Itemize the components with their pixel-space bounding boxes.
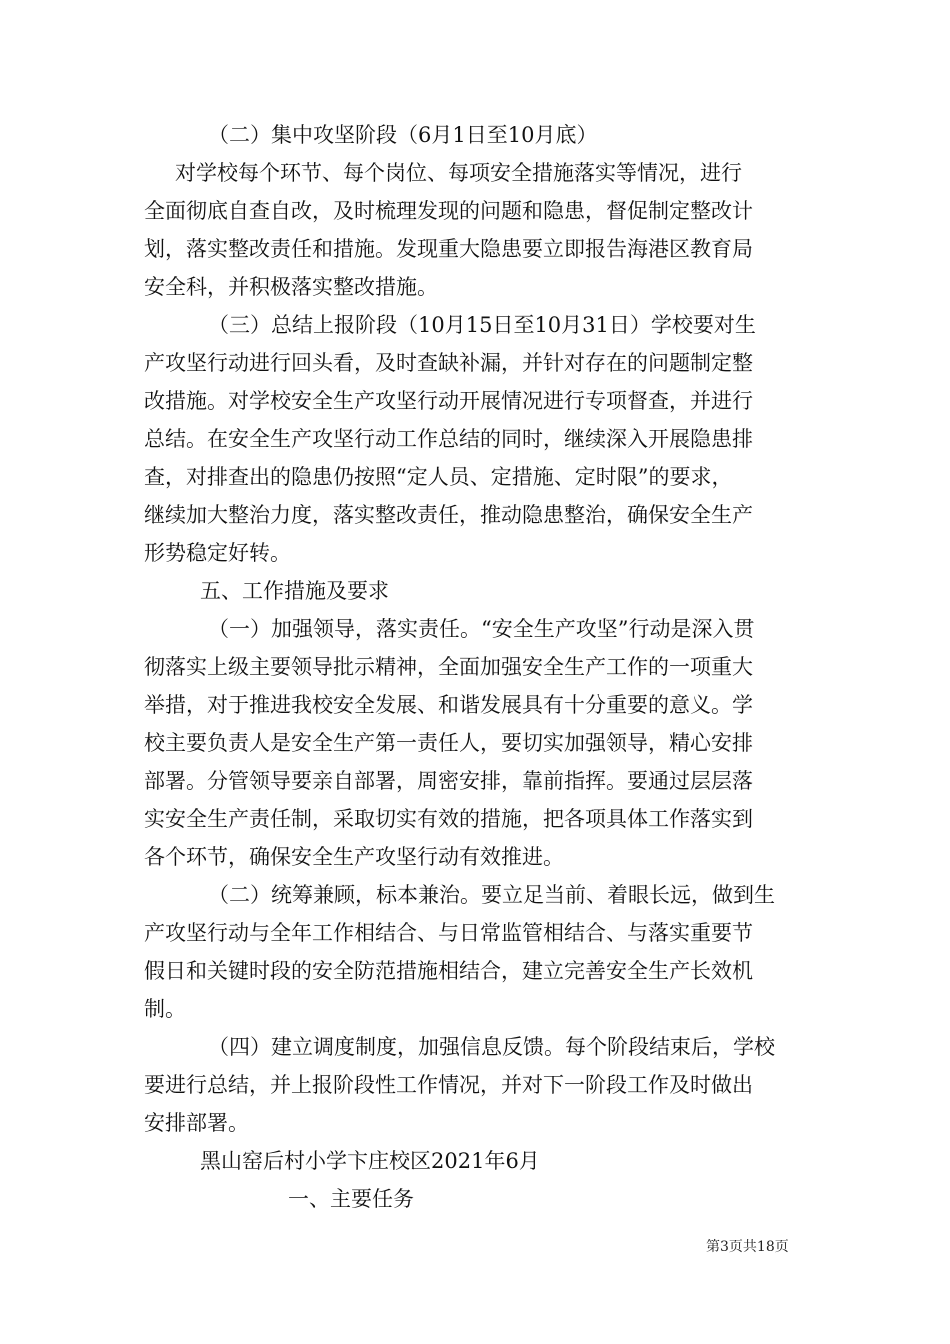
text-line [0,687,950,723]
paragraph-line: 查，对排查出的隐患仍按照“定人员、定措施、定时限”的要求， [144,465,733,489]
paragraph-line: （四）建立调度制度，加强信息反馈。每个阶段结束后，学校 [208,1035,775,1059]
text-line [0,839,950,875]
paragraph-line: 制。 [144,997,186,1021]
text-line [0,1029,950,1065]
text-line [0,193,950,229]
signature-line: 黑山窑后村小学卞庄校区2021年6月 [200,1149,540,1173]
text-line [0,117,950,153]
text-line [0,763,950,799]
paragraph-line: 举措，对于推进我校安全发展、和谐发展具有十分重要的意义。学 [144,693,753,717]
page-footer [0,1235,950,1259]
paragraph-line: 要进行总结，并上报阶段性工作情况，并对下一阶段工作及时做出 [144,1073,753,1097]
paragraph-line: （一）加强领导，落实责任。“安全生产攻坚”行动是深入贯 [208,617,755,641]
text-line [0,915,950,951]
section-heading: 一、主要任务 [288,1187,414,1211]
paragraph-line: 对学校每个环节、每个岗位、每项安全措施落实等情况，进行 [175,161,742,185]
text-line [0,535,950,571]
text-line [0,953,950,989]
paragraph-line: 安排部署。 [144,1111,249,1135]
paragraph-line: 产攻坚行动与全年工作相结合、与日常监管相结合、与落实重要节 [144,921,753,945]
text-line [0,1181,950,1217]
text-line [0,877,950,913]
paragraph-line: 总结。在安全生产攻坚行动工作总结的同时，继续深入开展隐患排 [144,427,753,451]
text-line [0,345,950,381]
paragraph-line: 继续加大整治力度，落实整改责任，推动隐患整治，确保安全生产 [144,503,753,527]
paragraph-line: 形势稳定好转。 [144,541,291,565]
text-line [0,611,950,647]
text-line [0,231,950,267]
text-line [0,421,950,457]
text-line [0,1067,950,1103]
paragraph-line: 产攻坚行动进行回头看，及时查缺补漏，并针对存在的问题制定整 [144,351,753,375]
heading-stage-three: （三）总结上报阶段（10月15日至10月31日）学校要对生 [208,313,756,337]
paragraph-line: 校主要负责人是安全生产第一责任人，要切实加强领导，精心安排 [144,731,753,755]
text-line [0,573,950,609]
paragraph-line: （二）统筹兼顾，标本兼治。要立足当前、着眼长远，做到生 [208,883,775,907]
section-heading: 五、工作措施及要求 [200,579,389,603]
page-number: 第3页共18页 [706,1239,789,1255]
text-line [0,383,950,419]
paragraph-line: 各个环节，确保安全生产攻坚行动有效推进。 [144,845,564,869]
heading-stage-two: （二）集中攻坚阶段（6月1日至10月底） [208,123,598,147]
paragraph-line: 彻落实上级主要领导批示精神，全面加强安全生产工作的一项重大 [144,655,753,679]
text-line [0,307,950,343]
paragraph-line: 改措施。对学校安全生产攻坚行动开展情况进行专项督查，并进行 [144,389,753,413]
text-line [0,459,950,495]
text-line [0,1143,950,1179]
paragraph-line: 假日和关键时段的安全防范措施相结合，建立完善安全生产长效机 [144,959,753,983]
paragraph-line: 安全科，并积极落实整改措施。 [144,275,438,299]
paragraph-line: 划，落实整改责任和措施。发现重大隐患要立即报告海港区教育局 [144,237,753,261]
text-line [0,155,950,191]
text-line [0,1105,950,1141]
text-line [0,725,950,761]
paragraph-line: 实安全生产责任制，采取切实有效的措施，把各项具体工作落实到 [144,807,753,831]
paragraph-line: 全面彻底自查自改，及时梳理发现的问题和隐患，督促制定整改计 [144,199,753,223]
text-line [0,269,950,305]
paragraph-line: 部署。分管领导要亲自部署，周密安排，靠前指挥。要通过层层落 [144,769,753,793]
text-line [0,497,950,533]
text-line [0,801,950,837]
text-line [0,649,950,685]
text-line [0,991,950,1027]
